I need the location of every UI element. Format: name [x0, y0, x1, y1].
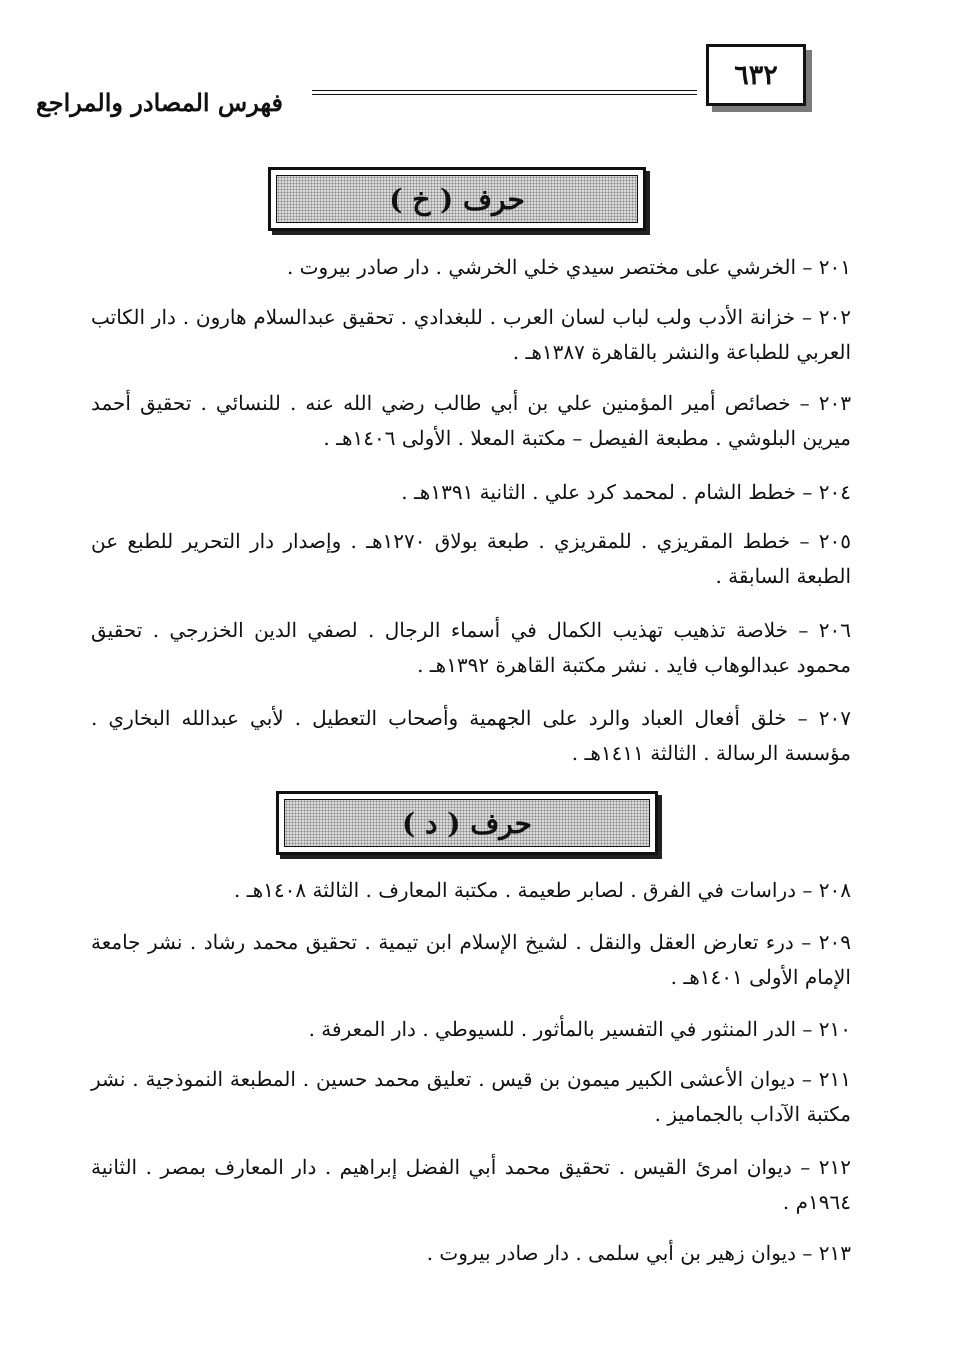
reference-entry: ٢٠٧ – خلق أفعال العباد والرد على الجهمية وأصحاب التعطيل . لأبي عبدالله البخاري . مؤسسة الرسالة . الثالثة ١٤١١هـ . [91, 706, 851, 765]
running-title: فهرس المصادر والمراجع [35, 88, 283, 117]
section-heading-label: حرف ( د ) [402, 806, 532, 840]
reference-entry: ٢٠٢ – خزانة الأدب ولب لباب لسان العرب . للبغدادي . تحقيق عبدالسلام هارون . دار الكاتب العربي للطباعة والنشر بالقاهرة ١٣٨٧هـ . [91, 305, 851, 364]
reference-entry: ٢١١ – ديوان الأعشى الكبير ميمون بن قيس . تعليق محمد حسين . المطبعة النموذجية . نشر مكتبة الآداب بالجماميز . [91, 1067, 851, 1126]
reference-entry: ٢٠٥ – خطط المقريزي . للمقريزي . طبعة بولاق ١٢٧٠هـ . وإصدار دار التحرير للطبع عن الطبعة السابقة . [91, 529, 851, 588]
section-heading-dal [276, 791, 658, 855]
reference-entry: ٢١٣ – ديوان زهير بن أبي سلمى . دار صادر بيروت . [426, 1241, 851, 1265]
reference-entry: ٢٠١ – الخرشي على مختصر سيدي خلي الخرشي . دار صادر بيروت . [286, 255, 851, 279]
section-heading-pattern [284, 799, 650, 847]
reference-entry: ٢٠٨ – دراسات في الفرق . لصابر طعيمة . مكتبة المعارف . الثالثة ١٤٠٨هـ . [234, 878, 851, 902]
page-number-box [706, 44, 806, 106]
section-heading-label: حرف ( خ ) [389, 182, 525, 216]
reference-entry: ٢١٢ – ديوان امرئ القيس . تحقيق محمد أبي الفضل إبراهيم . دار المعارف بمصر . الثانية ١٩٦٤م . [91, 1155, 851, 1214]
section-heading-pattern [276, 175, 638, 223]
reference-entry: ٢١٠ – الدر المنثور في التفسير بالمأثور . للسيوطي . دار المعرفة . [308, 1017, 851, 1041]
reference-entry: ٢٠٦ – خلاصة تذهيب تهذيب الكمال في أسماء الرجال . لصفي الدين الخزرجي . تحقيق محمود عبدالوهاب فايد . نشر مكتبة القاهرة ١٣٩٢هـ . [91, 618, 851, 677]
header-rule [312, 90, 697, 95]
reference-entry: ٢٠٤ – خطط الشام . لمحمد كرد علي . الثانية ١٣٩١هـ . [401, 480, 851, 504]
page-number: ٦٣٢ [734, 59, 778, 91]
reference-entry: ٢٠٣ – خصائص أمير المؤمنين علي بن أبي طالب رضي الله عنه . للنسائي . تحقيق أحمد ميرين البلوشي . مطبعة الفيصل – مكتبة المعلا . الأولى ١٤٠٦هـ . [91, 391, 851, 450]
section-heading-kha [268, 167, 646, 231]
reference-entry: ٢٠٩ – درء تعارض العقل والنقل . لشيخ الإسلام ابن تيمية . تحقيق محمد رشاد . نشر جامعة الإمام الأولى ١٤٠١هـ . [91, 930, 851, 989]
